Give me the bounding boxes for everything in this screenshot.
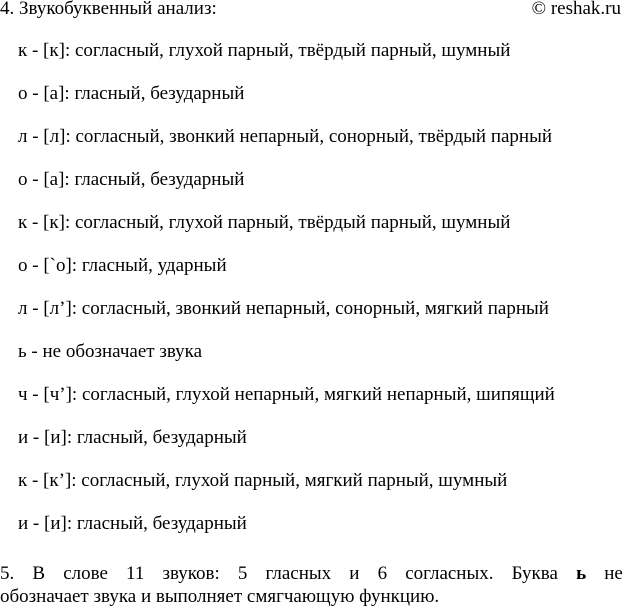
analysis-line: о - [а]: гласный, безударный <box>18 83 245 104</box>
summary-word: 5. <box>0 563 15 584</box>
summary-word: не <box>604 563 623 584</box>
summary-soft-sign-letter: ь <box>576 563 587 584</box>
summary-word: 11 <box>126 563 145 584</box>
analysis-line: л - [л]: согласный, звонкий непарный, сонорный, твёрдый парный <box>18 126 553 147</box>
analysis-line: ч - [ч’]: согласный, глухой непарный, мягкий непарный, шипящий <box>18 384 555 405</box>
analysis-line: и - [и]: гласный, безударный <box>18 427 247 448</box>
summary-word: гласных <box>265 563 332 584</box>
summary-word: и <box>349 563 360 584</box>
analysis-line: л - [л’]: согласный, звонкий непарный, сонорный, мягкий парный <box>18 298 549 319</box>
summary-word: слове <box>63 563 108 584</box>
summary-line-2: обозначает звука и выполняет смягчающую функцию. <box>0 586 440 607</box>
analysis-line: к - [к]: согласный, глухой парный, твёрдый парный, шумный <box>18 212 511 233</box>
analysis-line: к - [к’]: согласный, глухой парный, мягкий парный, шумный <box>18 470 508 491</box>
analysis-line: и - [и]: гласный, безударный <box>18 513 247 534</box>
page-header-title: 4. Звукобуквенный анализ: <box>0 0 217 19</box>
analysis-line: к - [к]: согласный, глухой парный, твёрдый парный, шумный <box>18 40 511 61</box>
summary-word: В <box>32 563 46 584</box>
analysis-line: ь - не обозначает звука <box>18 341 203 362</box>
summary-word: 6 <box>377 563 388 584</box>
summary-paragraph <box>0 562 623 608</box>
summary-word: Буква <box>511 563 558 584</box>
summary-word: звуков: <box>162 563 220 584</box>
summary-word: 5 <box>237 563 248 584</box>
sound-letter-analysis-list <box>18 39 555 555</box>
watermark: © reshak.ru <box>531 0 621 19</box>
summary-line-1 <box>0 562 623 585</box>
analysis-line: о - [`о]: гласный, ударный <box>18 255 227 276</box>
analysis-line: о - [а]: гласный, безударный <box>18 169 245 190</box>
summary-word: согласных. <box>405 563 494 584</box>
